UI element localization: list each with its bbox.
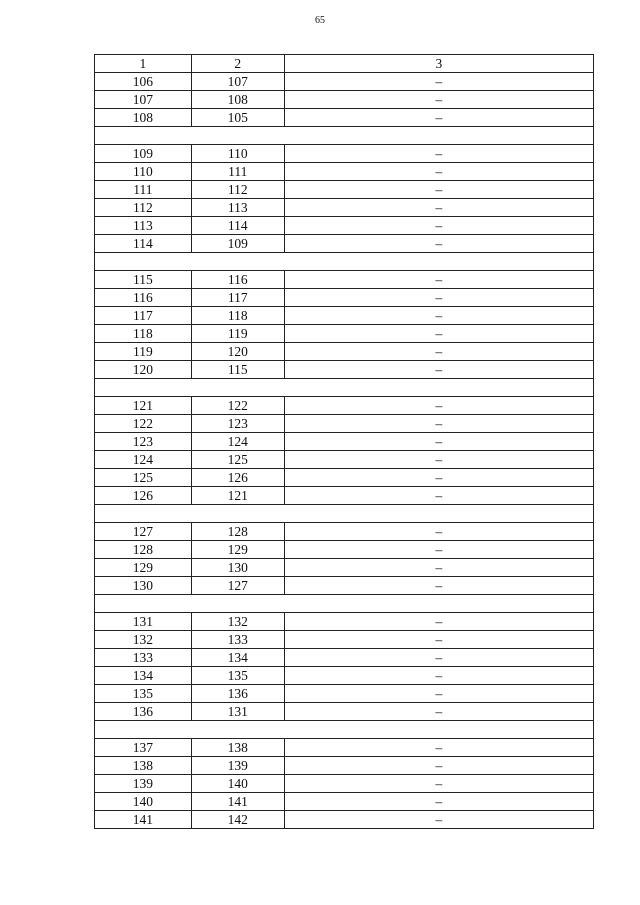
table-row	[95, 361, 594, 379]
table-cell-col-3: –	[284, 541, 593, 559]
table-cell-col-3: –	[284, 631, 593, 649]
table-cell-col-2: 122	[191, 397, 284, 415]
table-cell-col-1: 120	[95, 361, 192, 379]
table-row	[95, 451, 594, 469]
group-separator-row	[95, 253, 594, 271]
table-cell-col-3: –	[284, 217, 593, 235]
table-cell-col-1: 131	[95, 613, 192, 631]
separator-cell	[95, 595, 594, 613]
table-cell-col-2: 139	[191, 757, 284, 775]
separator-cell	[95, 505, 594, 523]
data-table	[94, 54, 594, 829]
table-header-row	[95, 55, 594, 73]
table-row	[95, 811, 594, 829]
table-cell-col-2: 115	[191, 361, 284, 379]
table-cell-col-3: –	[284, 181, 593, 199]
table-cell-col-2: 110	[191, 145, 284, 163]
column-header-1: 1	[95, 55, 192, 73]
table-cell-col-3: –	[284, 199, 593, 217]
table-cell-col-2: 142	[191, 811, 284, 829]
table-cell-col-2: 119	[191, 325, 284, 343]
table-cell-col-3: –	[284, 577, 593, 595]
table-cell-col-3: –	[284, 145, 593, 163]
table-cell-col-3: –	[284, 811, 593, 829]
separator-cell	[95, 721, 594, 739]
table-cell-col-2: 121	[191, 487, 284, 505]
table-cell-col-2: 113	[191, 199, 284, 217]
table-cell-col-2: 124	[191, 433, 284, 451]
table-cell-col-1: 128	[95, 541, 192, 559]
table-row	[95, 703, 594, 721]
table-cell-col-1: 141	[95, 811, 192, 829]
table-cell-col-1: 124	[95, 451, 192, 469]
table-cell-col-2: 140	[191, 775, 284, 793]
table-cell-col-3: –	[284, 559, 593, 577]
table-cell-col-3: –	[284, 487, 593, 505]
group-separator-row	[95, 505, 594, 523]
table-row	[95, 667, 594, 685]
table-cell-col-3: –	[284, 649, 593, 667]
table-cell-col-3: –	[284, 361, 593, 379]
table-row	[95, 469, 594, 487]
table-row	[95, 199, 594, 217]
table-row	[95, 613, 594, 631]
table-cell-col-2: 123	[191, 415, 284, 433]
table-cell-col-2: 134	[191, 649, 284, 667]
table-cell-col-3: –	[284, 793, 593, 811]
table-cell-col-1: 130	[95, 577, 192, 595]
table-cell-col-2: 130	[191, 559, 284, 577]
table-cell-col-2: 112	[191, 181, 284, 199]
table-row	[95, 559, 594, 577]
table-cell-col-1: 107	[95, 91, 192, 109]
table-cell-col-2: 138	[191, 739, 284, 757]
table-cell-col-1: 115	[95, 271, 192, 289]
table-cell-col-3: –	[284, 451, 593, 469]
table-cell-col-1: 137	[95, 739, 192, 757]
table-row	[95, 541, 594, 559]
table-cell-col-2: 120	[191, 343, 284, 361]
table-cell-col-2: 114	[191, 217, 284, 235]
table-cell-col-1: 108	[95, 109, 192, 127]
table-row	[95, 739, 594, 757]
table-cell-col-1: 117	[95, 307, 192, 325]
table-cell-col-3: –	[284, 667, 593, 685]
table-row	[95, 685, 594, 703]
table-cell-col-1: 111	[95, 181, 192, 199]
table-cell-col-1: 129	[95, 559, 192, 577]
table-row	[95, 325, 594, 343]
table-cell-col-3: –	[284, 109, 593, 127]
table-cell-col-1: 126	[95, 487, 192, 505]
table-row	[95, 289, 594, 307]
table-cell-col-2: 116	[191, 271, 284, 289]
table-cell-col-1: 138	[95, 757, 192, 775]
table-cell-col-2: 132	[191, 613, 284, 631]
table-row	[95, 217, 594, 235]
separator-cell	[95, 127, 594, 145]
table-cell-col-1: 134	[95, 667, 192, 685]
table-cell-col-1: 118	[95, 325, 192, 343]
table-row	[95, 523, 594, 541]
table-cell-col-3: –	[284, 307, 593, 325]
table-row	[95, 757, 594, 775]
column-header-3: 3	[284, 55, 593, 73]
table-row	[95, 307, 594, 325]
table-cell-col-2: 117	[191, 289, 284, 307]
table-cell-col-1: 122	[95, 415, 192, 433]
table-cell-col-3: –	[284, 775, 593, 793]
table-row	[95, 487, 594, 505]
table-cell-col-1: 110	[95, 163, 192, 181]
table-row	[95, 343, 594, 361]
table-cell-col-2: 109	[191, 235, 284, 253]
table-cell-col-2: 133	[191, 631, 284, 649]
separator-cell	[95, 253, 594, 271]
table-cell-col-1: 127	[95, 523, 192, 541]
table-cell-col-3: –	[284, 433, 593, 451]
table-cell-col-1: 113	[95, 217, 192, 235]
group-separator-row	[95, 127, 594, 145]
table-cell-col-1: 125	[95, 469, 192, 487]
table-cell-col-1: 114	[95, 235, 192, 253]
table-row	[95, 577, 594, 595]
table-cell-col-3: –	[284, 613, 593, 631]
table-row	[95, 397, 594, 415]
group-separator-row	[95, 721, 594, 739]
table-row	[95, 631, 594, 649]
table-row	[95, 73, 594, 91]
table-cell-col-2: 127	[191, 577, 284, 595]
table-cell-col-1: 133	[95, 649, 192, 667]
table-cell-col-3: –	[284, 415, 593, 433]
table-row	[95, 271, 594, 289]
table-cell-col-1: 112	[95, 199, 192, 217]
table-cell-col-2: 141	[191, 793, 284, 811]
table-cell-col-3: –	[284, 289, 593, 307]
table-row	[95, 793, 594, 811]
table-cell-col-2: 125	[191, 451, 284, 469]
table-row	[95, 163, 594, 181]
table-cell-col-3: –	[284, 163, 593, 181]
table-cell-col-1: 136	[95, 703, 192, 721]
table-cell-col-1: 109	[95, 145, 192, 163]
table-cell-col-3: –	[284, 91, 593, 109]
group-separator-row	[95, 595, 594, 613]
table-cell-col-3: –	[284, 739, 593, 757]
table-cell-col-3: –	[284, 73, 593, 91]
group-separator-row	[95, 379, 594, 397]
table-cell-col-1: 119	[95, 343, 192, 361]
table-cell-col-2: 131	[191, 703, 284, 721]
table-cell-col-1: 106	[95, 73, 192, 91]
table-cell-col-2: 128	[191, 523, 284, 541]
table-row	[95, 109, 594, 127]
page-number: 65	[315, 15, 325, 26]
table-cell-col-3: –	[284, 397, 593, 415]
table-cell-col-1: 139	[95, 775, 192, 793]
table-cell-col-3: –	[284, 235, 593, 253]
table-cell-col-3: –	[284, 469, 593, 487]
table-row	[95, 649, 594, 667]
table-body	[95, 73, 594, 829]
table-cell-col-3: –	[284, 271, 593, 289]
table-cell-col-1: 135	[95, 685, 192, 703]
table-cell-col-2: 107	[191, 73, 284, 91]
table-row	[95, 235, 594, 253]
table-cell-col-1: 132	[95, 631, 192, 649]
table-cell-col-3: –	[284, 757, 593, 775]
table-cell-col-2: 135	[191, 667, 284, 685]
table-cell-col-2: 105	[191, 109, 284, 127]
table-cell-col-1: 116	[95, 289, 192, 307]
table-row	[95, 775, 594, 793]
table-cell-col-1: 140	[95, 793, 192, 811]
table-row	[95, 433, 594, 451]
table-row	[95, 181, 594, 199]
table-cell-col-2: 108	[191, 91, 284, 109]
table-cell-col-2: 126	[191, 469, 284, 487]
table-cell-col-2: 129	[191, 541, 284, 559]
table-row	[95, 145, 594, 163]
table-cell-col-1: 121	[95, 397, 192, 415]
table-cell-col-2: 118	[191, 307, 284, 325]
table-cell-col-2: 111	[191, 163, 284, 181]
table-cell-col-3: –	[284, 685, 593, 703]
table-cell-col-2: 136	[191, 685, 284, 703]
separator-cell	[95, 379, 594, 397]
table-cell-col-3: –	[284, 703, 593, 721]
table-cell-col-3: –	[284, 523, 593, 541]
table-row	[95, 415, 594, 433]
table-cell-col-3: –	[284, 343, 593, 361]
table-cell-col-1: 123	[95, 433, 192, 451]
table-cell-col-3: –	[284, 325, 593, 343]
column-header-2: 2	[191, 55, 284, 73]
table-row	[95, 91, 594, 109]
